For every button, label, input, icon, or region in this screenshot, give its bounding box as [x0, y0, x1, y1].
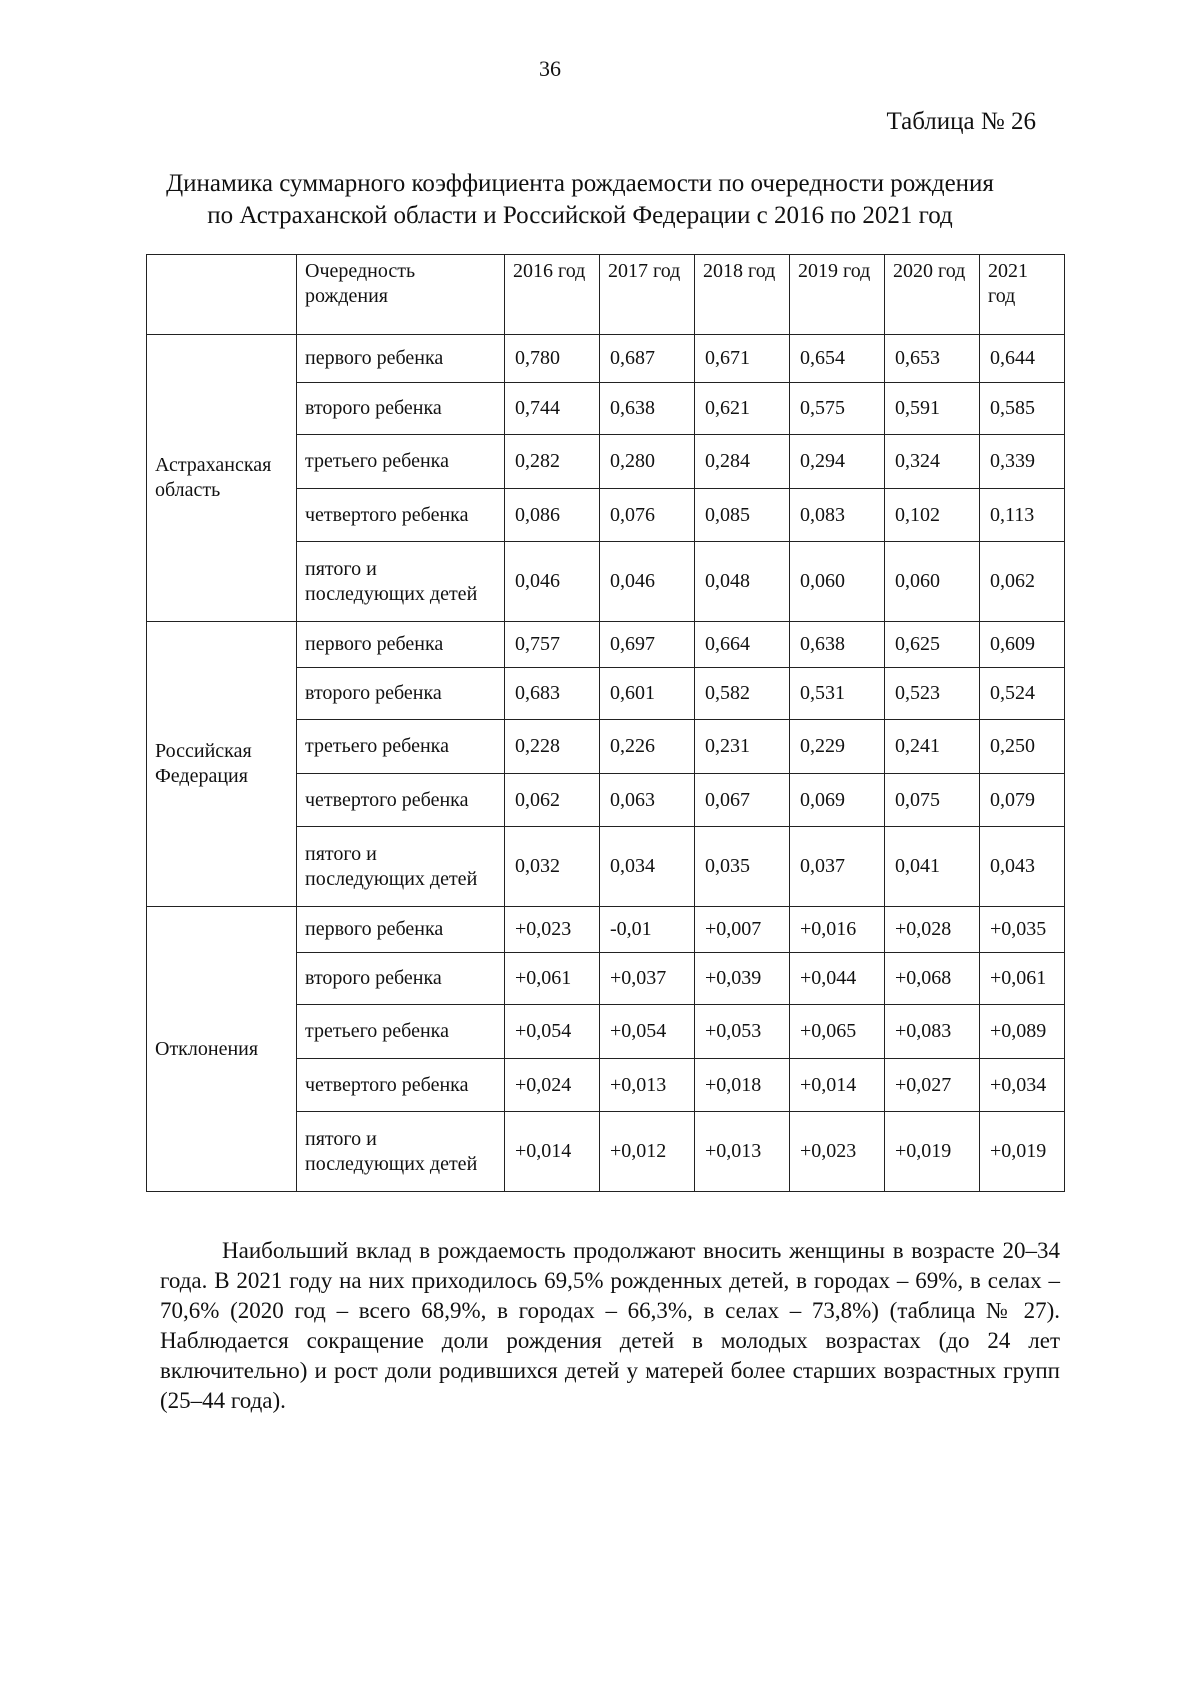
- birth-order-label: третьего ребенка: [297, 1005, 505, 1059]
- value-cell: 0,229: [790, 720, 885, 774]
- page-number: 36: [539, 56, 561, 81]
- value-cell: +0,024: [505, 1059, 600, 1112]
- value-cell: 0,062: [980, 542, 1065, 622]
- value-cell: 0,609: [980, 622, 1065, 668]
- value-cell: 0,060: [885, 542, 980, 622]
- birth-order-label: первого ребенка: [297, 622, 505, 668]
- birth-order-label: четвертого ребенка: [297, 489, 505, 542]
- value-cell: 0,067: [695, 774, 790, 827]
- value-cell: 0,069: [790, 774, 885, 827]
- value-cell: +0,083: [885, 1005, 980, 1059]
- value-cell: 0,241: [885, 720, 980, 774]
- value-cell: +0,012: [600, 1112, 695, 1192]
- value-cell: +0,016: [790, 907, 885, 953]
- value-cell: 0,683: [505, 668, 600, 720]
- header-year: 2021 год: [980, 255, 1065, 335]
- value-cell: 0,339: [980, 435, 1065, 489]
- value-cell: 0,780: [505, 335, 600, 383]
- value-cell: +0,065: [790, 1005, 885, 1059]
- value-cell: +0,037: [600, 953, 695, 1005]
- birth-order-label: третьего ребенка: [297, 720, 505, 774]
- header-year: 2017 год: [600, 255, 695, 335]
- birth-order-label: второго ребенка: [297, 383, 505, 435]
- value-cell: 0,524: [980, 668, 1065, 720]
- value-cell: +0,023: [505, 907, 600, 953]
- value-cell: 0,625: [885, 622, 980, 668]
- value-cell: 0,282: [505, 435, 600, 489]
- value-cell: 0,046: [505, 542, 600, 622]
- value-cell: +0,053: [695, 1005, 790, 1059]
- value-cell: +0,054: [505, 1005, 600, 1059]
- value-cell: 0,046: [600, 542, 695, 622]
- birth-order-label: второго ребенка: [297, 668, 505, 720]
- value-cell: 0,654: [790, 335, 885, 383]
- value-cell: 0,697: [600, 622, 695, 668]
- value-cell: 0,744: [505, 383, 600, 435]
- value-cell: 0,280: [600, 435, 695, 489]
- value-cell: +0,007: [695, 907, 790, 953]
- value-cell: +0,089: [980, 1005, 1065, 1059]
- table-header-row: [147, 255, 1065, 335]
- value-cell: 0,757: [505, 622, 600, 668]
- body-paragraph: Наибольший вклад в рождаемость продолжают вносить женщины в возрасте 20–34 года. В 2021 году на них приходилось 69,5% рожденных детей, в городах – 69%, в селах – 70,6% (2020 год – всего 68,9%, в городах – 66,3%, в селах – 73,8%) (таблица № 27). Наблюдается сокращение доли рождения детей в молодых возрастах (до 24 лет включительно) и рост доли родившихся детей у матерей более старших возрастных групп (25–44 года).: [160, 1238, 1060, 1413]
- value-cell: -0,01: [600, 907, 695, 953]
- value-cell: 0,034: [600, 827, 695, 907]
- table-title: [90, 168, 1070, 232]
- value-cell: 0,113: [980, 489, 1065, 542]
- value-cell: 0,083: [790, 489, 885, 542]
- value-cell: 0,664: [695, 622, 790, 668]
- birth-order-label: пятого и последующих детей: [297, 827, 505, 907]
- value-cell: +0,034: [980, 1059, 1065, 1112]
- value-cell: +0,035: [980, 907, 1065, 953]
- value-cell: 0,048: [695, 542, 790, 622]
- table-row: [147, 907, 1065, 953]
- value-cell: 0,086: [505, 489, 600, 542]
- value-cell: 0,062: [505, 774, 600, 827]
- value-cell: 0,294: [790, 435, 885, 489]
- value-cell: 0,671: [695, 335, 790, 383]
- birth-order-label: третьего ребенка: [297, 435, 505, 489]
- value-cell: 0,037: [790, 827, 885, 907]
- value-cell: 0,324: [885, 435, 980, 489]
- value-cell: +0,061: [980, 953, 1065, 1005]
- value-cell: +0,039: [695, 953, 790, 1005]
- value-cell: 0,644: [980, 335, 1065, 383]
- value-cell: 0,079: [980, 774, 1065, 827]
- value-cell: 0,687: [600, 335, 695, 383]
- value-cell: 0,575: [790, 383, 885, 435]
- title-line-1: Динамика суммарного коэффициента рождаемости по очередности рождения: [166, 170, 994, 197]
- value-cell: 0,638: [790, 622, 885, 668]
- header-year: 2016 год: [505, 255, 600, 335]
- value-cell: 0,591: [885, 383, 980, 435]
- value-cell: 0,250: [980, 720, 1065, 774]
- birth-order-label: первого ребенка: [297, 907, 505, 953]
- value-cell: 0,531: [790, 668, 885, 720]
- birth-order-label: четвертого ребенка: [297, 774, 505, 827]
- value-cell: +0,013: [600, 1059, 695, 1112]
- value-cell: 0,621: [695, 383, 790, 435]
- value-cell: +0,014: [790, 1059, 885, 1112]
- value-cell: 0,284: [695, 435, 790, 489]
- value-cell: 0,060: [790, 542, 885, 622]
- value-cell: 0,601: [600, 668, 695, 720]
- value-cell: +0,068: [885, 953, 980, 1005]
- birth-order-label: пятого и последующих детей: [297, 542, 505, 622]
- value-cell: 0,032: [505, 827, 600, 907]
- value-cell: +0,044: [790, 953, 885, 1005]
- region-label: Отклонения: [147, 907, 297, 1192]
- value-cell: 0,226: [600, 720, 695, 774]
- birth-order-label: первого ребенка: [297, 335, 505, 383]
- value-cell: 0,085: [695, 489, 790, 542]
- value-cell: +0,014: [505, 1112, 600, 1192]
- value-cell: +0,054: [600, 1005, 695, 1059]
- value-cell: 0,076: [600, 489, 695, 542]
- region-label: Астраханская область: [147, 335, 297, 622]
- value-cell: +0,023: [790, 1112, 885, 1192]
- birth-order-label: четвертого ребенка: [297, 1059, 505, 1112]
- region-label: Российская Федерация: [147, 622, 297, 907]
- header-year: 2020 год: [885, 255, 980, 335]
- header-empty-cell: [147, 255, 297, 335]
- title-line-2: по Астраханской области и Российской Федерации с 2016 по 2021 год: [207, 202, 953, 229]
- value-cell: +0,019: [980, 1112, 1065, 1192]
- birth-order-label: второго ребенка: [297, 953, 505, 1005]
- value-cell: 0,638: [600, 383, 695, 435]
- value-cell: 0,585: [980, 383, 1065, 435]
- value-cell: +0,013: [695, 1112, 790, 1192]
- value-cell: 0,043: [980, 827, 1065, 907]
- header-year: 2019 год: [790, 255, 885, 335]
- header-year: 2018 год: [695, 255, 790, 335]
- table-row: [147, 622, 1065, 668]
- value-cell: +0,061: [505, 953, 600, 1005]
- value-cell: 0,582: [695, 668, 790, 720]
- value-cell: +0,027: [885, 1059, 980, 1112]
- value-cell: +0,028: [885, 907, 980, 953]
- value-cell: 0,063: [600, 774, 695, 827]
- value-cell: 0,228: [505, 720, 600, 774]
- value-cell: +0,019: [885, 1112, 980, 1192]
- value-cell: +0,018: [695, 1059, 790, 1112]
- value-cell: 0,035: [695, 827, 790, 907]
- value-cell: 0,075: [885, 774, 980, 827]
- value-cell: 0,653: [885, 335, 980, 383]
- table-number: Таблица № 26: [886, 108, 1036, 135]
- value-cell: 0,041: [885, 827, 980, 907]
- fertility-table: [146, 254, 1065, 1192]
- value-cell: 0,523: [885, 668, 980, 720]
- header-order: Очередность рождения: [297, 255, 505, 335]
- value-cell: 0,102: [885, 489, 980, 542]
- birth-order-label: пятого и последующих детей: [297, 1112, 505, 1192]
- value-cell: 0,231: [695, 720, 790, 774]
- table-row: [147, 335, 1065, 383]
